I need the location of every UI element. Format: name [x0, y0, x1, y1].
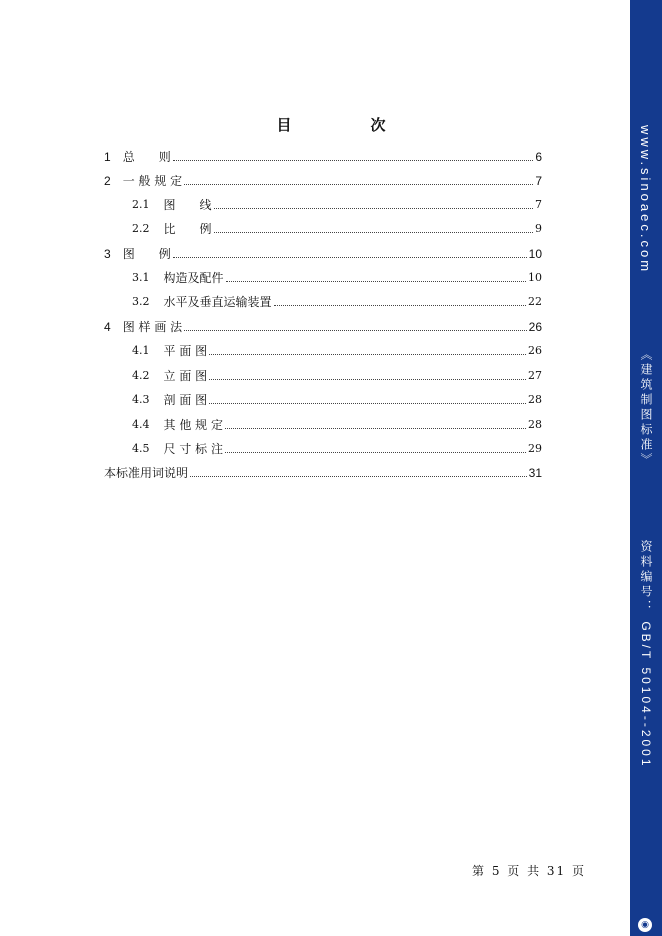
- dot-leader: [190, 475, 527, 477]
- toc-page: 7: [535, 198, 542, 211]
- toc-page: 7: [535, 174, 542, 188]
- toc-number: 2.1: [132, 198, 150, 211]
- toc-label: 剖 面 图: [163, 393, 208, 407]
- toc-page: 29: [528, 442, 542, 455]
- toc-page: 26: [528, 320, 542, 334]
- logo-icon: ◉: [638, 918, 652, 932]
- toc-page: 22: [528, 295, 542, 308]
- toc-entry-3[interactable]: [104, 245, 542, 261]
- toc-label: 图 样 画 法: [122, 320, 183, 334]
- document-title: 《建筑制图标准》: [639, 348, 653, 468]
- toc-label: 其 他 规 定: [163, 418, 223, 432]
- toc-number: 2: [104, 174, 111, 188]
- toc-entry-1[interactable]: [104, 148, 542, 164]
- toc-page: 9: [535, 222, 542, 235]
- dot-leader: [209, 378, 526, 380]
- toc-entry-2[interactable]: [104, 172, 542, 188]
- dot-leader: [184, 183, 533, 185]
- toc-number: 4.3: [132, 393, 150, 406]
- dot-leader: [214, 231, 533, 233]
- toc-number: 4.4: [132, 418, 150, 431]
- toc-entry-4-4[interactable]: [132, 416, 542, 432]
- toc-label: 构造及配件: [163, 271, 224, 285]
- toc-entry-terms[interactable]: [104, 464, 542, 480]
- dot-leader: [209, 402, 526, 404]
- toc-label: 比 例: [163, 222, 212, 236]
- toc-label: 本标准用词说明: [104, 466, 189, 480]
- toc-entry-2-1[interactable]: [132, 196, 542, 212]
- toc-entry-3-1[interactable]: [132, 269, 542, 285]
- toc-number: 1: [104, 150, 111, 164]
- dot-leader: [226, 280, 526, 282]
- toc-number: 3: [104, 247, 111, 261]
- dot-leader: [173, 256, 527, 258]
- toc-label: 水平及垂直运输装置: [163, 295, 272, 309]
- toc-number: 4.2: [132, 369, 150, 382]
- toc-page: 28: [528, 393, 542, 406]
- toc-page: 26: [528, 344, 542, 357]
- toc-label: 立 面 图: [163, 369, 208, 383]
- toc-entry-3-2[interactable]: [132, 293, 542, 309]
- toc-label: 图 线: [163, 198, 212, 212]
- toc-page: 28: [528, 418, 542, 431]
- document-code: 资料编号： GB/T 50104--2001: [639, 540, 653, 769]
- dot-leader: [173, 159, 534, 161]
- toc-entry-4-5[interactable]: [132, 440, 542, 456]
- dot-leader: [225, 427, 526, 429]
- dot-leader: [274, 304, 526, 306]
- toc-entry-4-1[interactable]: [132, 342, 542, 358]
- toc-entry-4-3[interactable]: [132, 391, 542, 407]
- toc-label: 总 则: [122, 150, 171, 164]
- toc-number: 3.1: [132, 271, 150, 284]
- toc-entry-4[interactable]: [104, 318, 542, 334]
- dot-leader: [214, 207, 533, 209]
- toc-label: 图 例: [122, 247, 171, 261]
- toc-label: 平 面 图: [163, 344, 208, 358]
- page-title: 目 次: [276, 116, 418, 134]
- toc-number: 4.5: [132, 442, 150, 455]
- dot-leader: [225, 451, 526, 453]
- toc-page: 27: [528, 369, 542, 382]
- dot-leader: [184, 329, 527, 331]
- sidebar-banner: [630, 0, 662, 936]
- toc-number: 4: [104, 320, 111, 334]
- toc-page: 10: [528, 271, 542, 284]
- page-number-footer: 第 5 页 共 31 页: [472, 864, 586, 878]
- toc-number: 4.1: [132, 344, 150, 357]
- toc-entry-2-2[interactable]: [132, 220, 542, 236]
- toc-label: 尺 寸 标 注: [163, 442, 223, 456]
- toc-number: 3.2: [132, 295, 150, 308]
- dot-leader: [209, 353, 526, 355]
- toc-page: 10: [528, 247, 542, 261]
- toc-entry-4-2[interactable]: [132, 367, 542, 383]
- toc-page: 6: [535, 150, 542, 164]
- website-url[interactable]: www.sinoaec.com: [638, 125, 653, 275]
- toc-label: 一 般 规 定: [122, 174, 183, 188]
- toc-page: 31: [528, 466, 542, 480]
- toc-number: 2.2: [132, 222, 150, 235]
